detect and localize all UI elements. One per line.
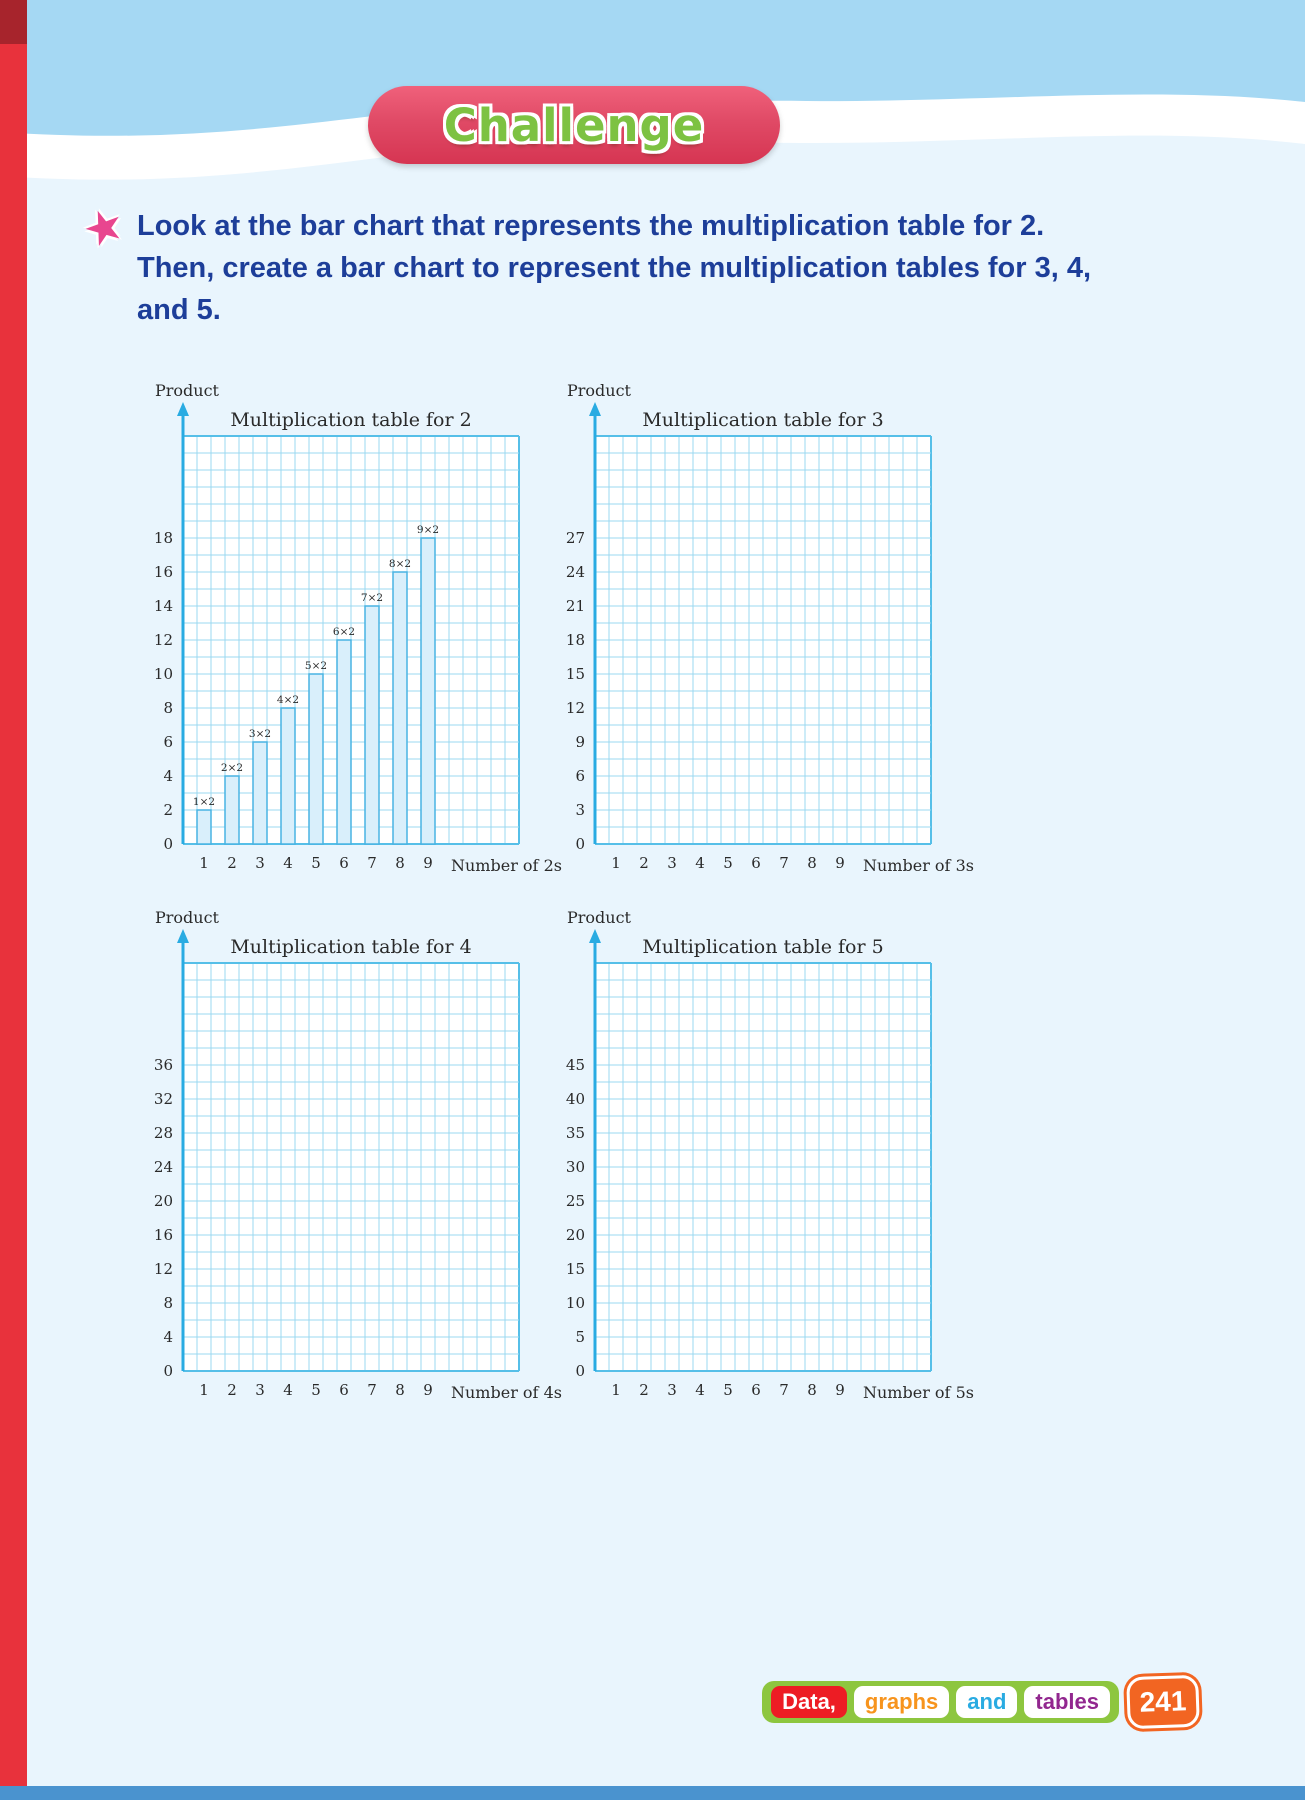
y-tick-label: 32 (153, 1090, 173, 1108)
y-tick-label: 10 (153, 665, 173, 683)
y-tick-label: 10 (565, 1294, 585, 1312)
x-tick-label: 1 (199, 854, 209, 872)
bar (365, 606, 379, 844)
page-number-badge: 241 (1126, 1675, 1200, 1729)
x-tick-label: 6 (751, 1381, 761, 1399)
y-tick-label: 2 (163, 801, 173, 819)
star-bullet-icon: ★ (75, 195, 132, 259)
y-axis-arrowhead (589, 929, 601, 943)
chart-title: Multiplication table for 4 (230, 936, 472, 958)
footer-topic-bar (762, 1681, 1119, 1723)
x-tick-label: 2 (639, 854, 649, 872)
x-tick-label: 9 (835, 1381, 845, 1399)
y-tick-label: 20 (153, 1192, 173, 1210)
x-tick-label: 7 (367, 1381, 377, 1399)
chart-multiplication-5 (537, 907, 974, 1434)
x-tick-label: 5 (311, 854, 321, 872)
y-tick-label: 12 (153, 631, 173, 649)
bar-label: 8×2 (388, 558, 412, 570)
x-axis-title: Number of 2s (451, 856, 562, 875)
x-tick-label: 9 (835, 854, 845, 872)
chart-svg-mult-3 (537, 380, 1067, 904)
y-tick-label: 27 (565, 529, 585, 547)
y-axis-title: Product (567, 908, 631, 927)
x-tick-label: 4 (695, 1381, 705, 1399)
y-tick-label: 30 (565, 1158, 585, 1176)
y-tick-label: 4 (163, 1328, 173, 1346)
y-tick-label: 12 (565, 699, 585, 717)
x-tick-label: 6 (751, 854, 761, 872)
x-tick-label: 9 (423, 1381, 433, 1399)
bar (253, 742, 267, 844)
bar (337, 640, 351, 844)
left-edge-strip (0, 0, 27, 1800)
y-tick-label: 35 (565, 1124, 585, 1142)
y-axis-arrowhead (177, 929, 189, 943)
bar-label: 6×2 (332, 626, 356, 638)
left-edge-strip-top (0, 0, 27, 44)
chart-multiplication-3 (537, 380, 974, 907)
x-axis-title: Number of 5s (863, 1383, 974, 1402)
y-tick-label: 21 (565, 597, 585, 615)
challenge-banner (368, 86, 780, 164)
y-tick-label: 45 (565, 1056, 585, 1074)
x-tick-label: 5 (723, 1381, 733, 1399)
bar-label: 3×2 (248, 728, 272, 740)
bar (197, 810, 211, 844)
x-tick-label: 4 (283, 854, 293, 872)
charts-grid (125, 380, 974, 1434)
x-tick-label: 1 (611, 1381, 621, 1399)
x-tick-label: 2 (227, 854, 237, 872)
chart-title: Multiplication table for 3 (642, 409, 884, 431)
y-tick-label: 5 (575, 1328, 585, 1346)
x-tick-label: 4 (695, 854, 705, 872)
y-tick-label: 0 (575, 1362, 585, 1380)
y-tick-label: 24 (153, 1158, 173, 1176)
x-tick-label: 8 (395, 1381, 405, 1399)
bar (225, 776, 239, 844)
y-tick-label: 15 (565, 665, 585, 683)
y-tick-label: 6 (575, 767, 585, 785)
footer-badge-graphs: graphs (854, 1686, 949, 1718)
y-axis-title: Product (155, 908, 219, 927)
x-tick-label: 6 (339, 1381, 349, 1399)
challenge-banner-label: Challenge (443, 98, 705, 152)
y-tick-label: 24 (565, 563, 585, 581)
y-tick-label: 18 (153, 529, 173, 547)
footer-badge-data: Data, (771, 1686, 847, 1718)
bar (421, 538, 435, 844)
x-tick-label: 8 (395, 854, 405, 872)
x-tick-label: 8 (807, 1381, 817, 1399)
x-tick-label: 3 (255, 854, 265, 872)
x-tick-label: 5 (723, 854, 733, 872)
y-tick-label: 18 (565, 631, 585, 649)
bar-label: 2×2 (220, 762, 244, 774)
y-tick-label: 6 (163, 733, 173, 751)
y-axis-title: Product (155, 381, 219, 400)
x-tick-label: 4 (283, 1381, 293, 1399)
chart-title: Multiplication table for 2 (230, 409, 472, 431)
x-tick-label: 2 (639, 1381, 649, 1399)
footer (762, 1676, 1199, 1728)
y-tick-label: 14 (153, 597, 173, 615)
y-tick-label: 0 (163, 1362, 173, 1380)
bar-label: 4×2 (276, 694, 300, 706)
bar-label: 7×2 (360, 592, 384, 604)
y-tick-label: 16 (153, 1226, 173, 1244)
bar (309, 674, 323, 844)
x-tick-label: 8 (807, 854, 817, 872)
x-tick-label: 3 (667, 1381, 677, 1399)
y-tick-label: 8 (163, 699, 173, 717)
y-tick-label: 28 (153, 1124, 173, 1142)
bar-label: 9×2 (416, 524, 440, 536)
footer-badge-tables: tables (1024, 1686, 1110, 1718)
x-tick-label: 1 (199, 1381, 209, 1399)
x-tick-label: 7 (779, 854, 789, 872)
y-axis-title: Product (567, 381, 631, 400)
y-tick-label: 25 (565, 1192, 585, 1210)
x-axis-title: Number of 3s (863, 856, 974, 875)
x-tick-label: 3 (255, 1381, 265, 1399)
x-tick-label: 7 (779, 1381, 789, 1399)
x-tick-label: 6 (339, 854, 349, 872)
y-tick-label: 3 (575, 801, 585, 819)
chart-multiplication-4 (125, 907, 562, 1434)
bar (281, 708, 295, 844)
y-tick-label: 40 (565, 1090, 585, 1108)
chart-title: Multiplication table for 5 (642, 936, 884, 958)
x-tick-label: 7 (367, 854, 377, 872)
chart-svg-mult-5 (537, 907, 1067, 1431)
x-tick-label: 9 (423, 854, 433, 872)
y-tick-label: 36 (153, 1056, 173, 1074)
y-tick-label: 12 (153, 1260, 173, 1278)
y-tick-label: 20 (565, 1226, 585, 1244)
y-axis-arrowhead (589, 402, 601, 416)
y-tick-label: 16 (153, 563, 173, 581)
y-tick-label: 15 (565, 1260, 585, 1278)
y-tick-label: 9 (575, 733, 585, 751)
x-tick-label: 5 (311, 1381, 321, 1399)
y-axis-arrowhead (177, 402, 189, 416)
y-tick-label: 4 (163, 767, 173, 785)
x-tick-label: 3 (667, 854, 677, 872)
bar-label: 5×2 (304, 660, 328, 672)
y-tick-label: 8 (163, 1294, 173, 1312)
y-tick-label: 0 (163, 835, 173, 853)
y-tick-label: 0 (575, 835, 585, 853)
bar-label: 1×2 (192, 796, 216, 808)
bottom-edge-strip (0, 1786, 1305, 1800)
x-tick-label: 1 (611, 854, 621, 872)
x-axis-title: Number of 4s (451, 1383, 562, 1402)
bar (393, 572, 407, 844)
x-tick-label: 2 (227, 1381, 237, 1399)
instruction-text: Look at the bar chart that represents the multiplication table for 2. Then, create a bar chart to represent the multiplication tables for 3, 4, and 5. (137, 210, 1092, 326)
instruction-block (75, 195, 1122, 331)
chart-multiplication-2 (125, 380, 562, 907)
footer-badge-and: and (956, 1686, 1017, 1718)
